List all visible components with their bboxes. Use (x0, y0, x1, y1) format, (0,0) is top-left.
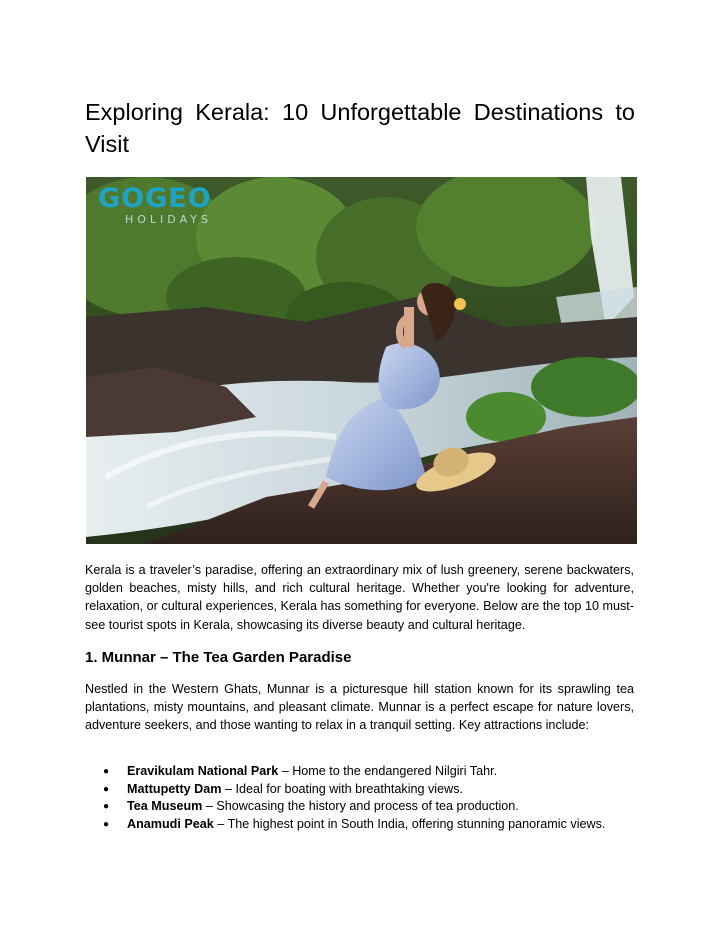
gogeo-logo (98, 183, 238, 235)
bullet-icon: ● (103, 783, 110, 795)
section-paragraph-munnar: Nestled in the Western Ghats, Munnar is a picturesque hill station known for its sprawling tea plantations, misty mountains, and pleasant climate. Munnar is a perfect escape for nature lovers, adventure seekers, and those wanting to relax in a tranquil setting. Key attractions include: (85, 682, 634, 733)
list-item (103, 798, 643, 816)
logo-text-go: GO (98, 183, 146, 214)
hero-image (86, 177, 637, 544)
attraction-desc: – Showcasing the history and process of tea production. (202, 799, 519, 814)
list-item (103, 816, 643, 834)
attraction-name: Tea Museum (127, 799, 203, 814)
page-title: Exploring Kerala: 10 Unforgettable Destinations to Visit (85, 99, 635, 157)
attraction-name: Eravikulam National Park (127, 764, 279, 778)
bullet-icon: ● (103, 766, 110, 777)
bullet-icon: ● (103, 819, 110, 831)
attractions-list (103, 763, 643, 834)
logo-text-geo: GEO (145, 183, 212, 214)
list-item (103, 763, 643, 781)
bullet-icon: ● (103, 801, 110, 813)
logo-subtext: HOLIDAYS (125, 213, 212, 226)
attraction-desc: – Ideal for boating with breathtaking views. (221, 781, 463, 796)
attraction-name: Anamudi Peak (127, 817, 214, 832)
intro-paragraph: Kerala is a traveler’s paradise, offering an extraordinary mix of lush greenery, serene backwaters, golden beaches, misty hills, and rich cultural heritage. Whether you're looking for adventure, relaxation, or cultural experiences, Kerala has something for everyone. Below are the top 10 must-see tourist spots in Kerala, showcasing its diverse beauty and cultural heritage. (85, 563, 634, 632)
list-item (103, 781, 643, 799)
attraction-desc: – Home to the endangered Nilgiri Tahr. (278, 764, 498, 778)
attraction-desc: – The highest point in South India, offering stunning panoramic views. (213, 817, 606, 832)
section-heading-munnar: 1. Munnar – The Tea Garden Paradise (85, 649, 352, 666)
logo-wordmark (98, 183, 212, 215)
attraction-name: Mattupetty Dam (127, 781, 222, 796)
